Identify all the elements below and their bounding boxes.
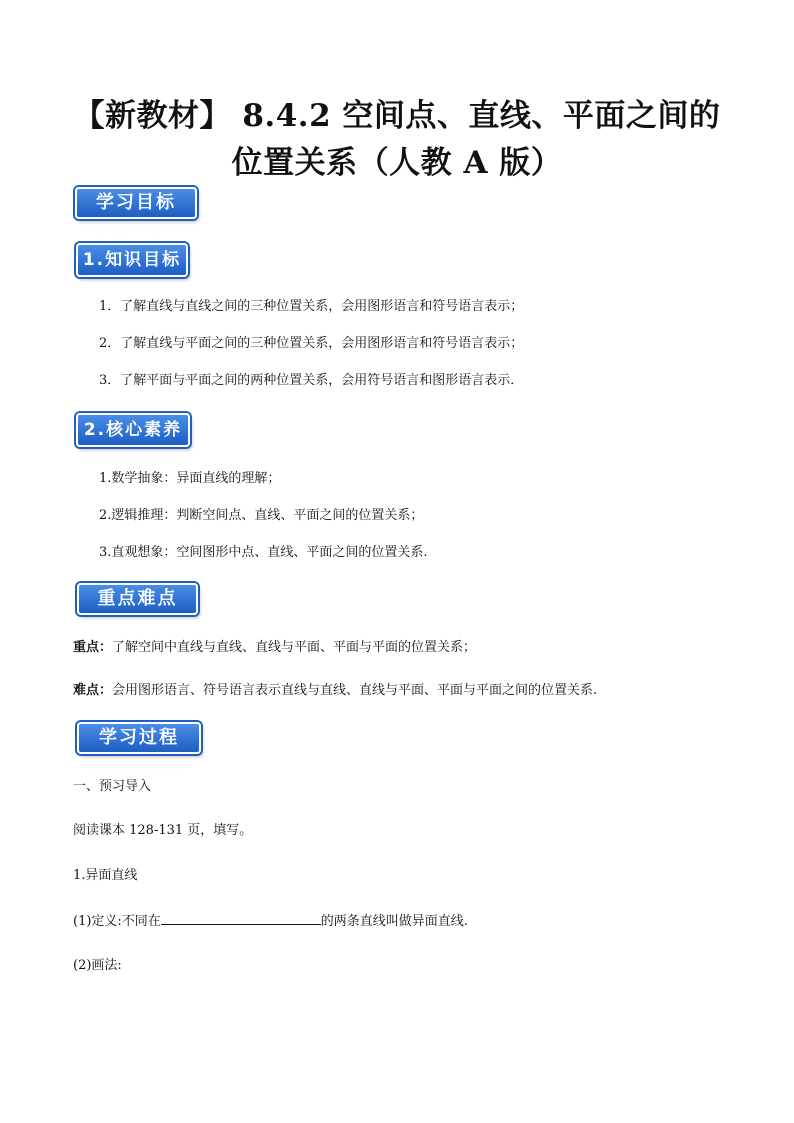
definition-suffix: 的两条直线叫做异面直线.: [320, 914, 468, 929]
title-line-1: 【新教材】 8.4.2 空间点、直线、平面之间的: [73, 98, 721, 134]
focus-label: 重点：: [73, 640, 113, 655]
knowledge-goal-1: 1．了解直线与直线之间的三种位置关系，会用图形语言和符号语言表示；: [99, 299, 524, 314]
title-line-2: 位置关系（人教 A 版）: [231, 145, 563, 181]
definition-line: [73, 912, 468, 931]
reading-task: 阅读课本 128-131 页，填写。: [73, 823, 253, 838]
knowledge-goals-badge: 1.知识目标: [76, 243, 188, 277]
core-literacy-badge: 2.核心素养: [76, 413, 190, 447]
document-title: [60, 93, 734, 187]
knowledge-goal-3: 3．了解平面与平面之间的两种位置关系，会用符号语言和图形语言表示．: [99, 373, 524, 388]
literacy-item-3: 3.直观想象：空间图形中点、直线、平面之间的位置关系.: [99, 545, 428, 560]
fill-in-blank[interactable]: [161, 912, 321, 925]
definition-prefix: (1)定义:不同在: [73, 914, 161, 929]
literacy-item-1: 1.数学抽象：异面直线的理解；: [99, 471, 281, 486]
objectives-section-badge: 学习目标: [75, 187, 197, 219]
drawing-method: (2)画法:: [73, 958, 122, 973]
focus-text: 了解空间中直线与直线、直线与平面、平面与平面的位置关系；: [112, 640, 477, 655]
difficulty-text: 会用图形语言、符号语言表示直线与直线、直线与平面、平面与平面之间的位置关系.: [112, 683, 598, 698]
key-points-badge: 重点难点: [77, 583, 198, 615]
difficulty-label: 难点：: [73, 683, 113, 698]
difficulty-line: [73, 682, 597, 700]
literacy-item-2: 2.逻辑推理：判断空间点、直线、平面之间的位置关系；: [99, 508, 424, 523]
knowledge-goal-2: 2．了解直线与平面之间的三种位置关系，会用图形语言和符号语言表示；: [99, 336, 524, 351]
preview-heading: 一、预习导入: [73, 779, 152, 794]
item-skew-lines: 1.异面直线: [73, 868, 138, 883]
learning-process-badge: 学习过程: [77, 722, 201, 754]
focus-line: [73, 639, 476, 657]
